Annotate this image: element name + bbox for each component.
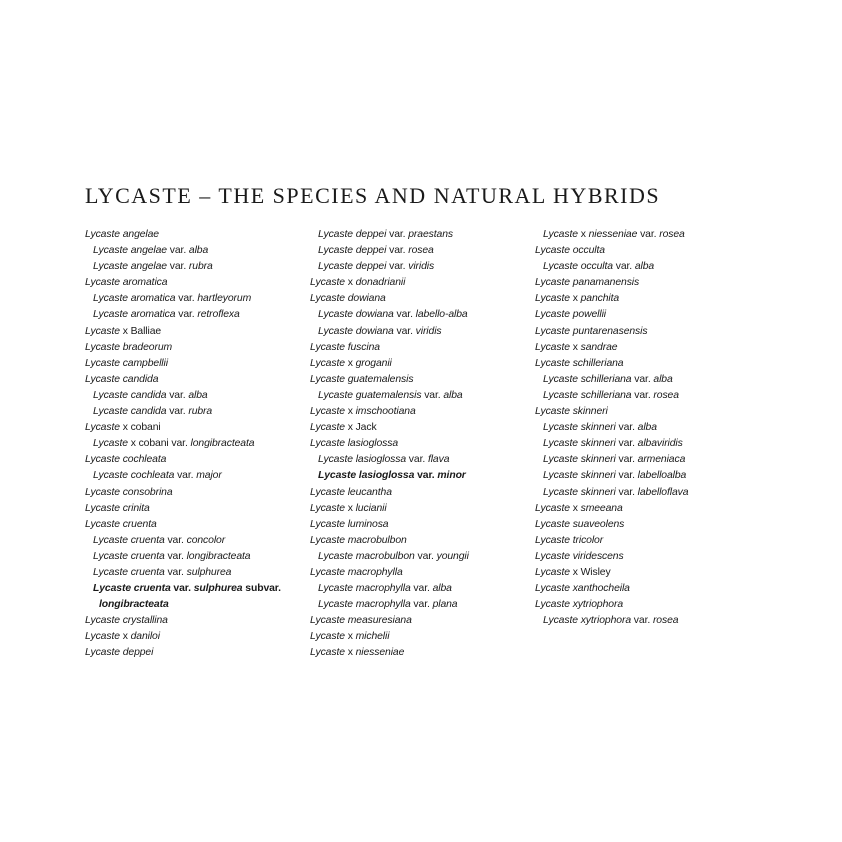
species-variety-entry [85,549,305,565]
entry-italic-text: smeeana [580,502,623,514]
entry-italic-text: niesseniae [588,229,638,240]
entry-italic-text: groganii [355,357,392,369]
entry-italic-text: Lycaste puntarenasensis [535,325,648,337]
entry-text: var. [167,261,189,273]
entry-text: x Balliae [119,325,162,337]
entry-italic-text: labelloflava [637,486,689,498]
entry-italic-text: major [196,470,222,482]
entry-text: x cobani [119,422,161,434]
entry-text: var. [410,599,433,611]
species-variety-entry [310,549,530,565]
entry-text: x [119,631,131,643]
species-variety-entry [310,452,530,468]
entry-text: var. [410,583,433,595]
species-entry [535,597,755,613]
entry-text: var. [164,550,187,562]
entry-italic-text: Lycaste macrophylla [318,599,411,611]
entry-italic-text: Lycaste [310,277,345,289]
species-variety-entry [535,372,755,388]
entry-italic-text: lucianii [355,502,387,514]
entry-italic-text: Lycaste angelae [85,229,159,240]
species-variety-entry [85,404,305,420]
entry-italic-text: viridis [415,325,442,337]
entry-italic-text: Lycaste skinneri [535,406,608,418]
entry-italic-text: viridis [408,261,435,273]
species-entry [535,291,755,307]
entry-text: x Wisley [569,566,611,578]
entry-italic-text: Lycaste crinita [85,502,150,514]
entry-italic-text: Lycaste deppei [318,261,387,273]
species-column-1 [85,227,305,662]
species-entry [535,307,755,323]
species-entry [535,243,755,259]
entry-italic-text: Lycaste schilleriana [543,373,632,385]
entry-italic-text: longibracteata [190,438,255,450]
entry-italic-text: Lycaste skinneri [543,470,616,482]
entry-italic-text: Lycaste deppei [318,229,387,240]
entry-italic-text: rosea [408,245,434,257]
species-entry [535,565,755,581]
entry-text: x [344,277,356,289]
entry-italic-text: Lycaste measuresiana [310,615,412,627]
entry-text: var. [386,261,409,273]
species-entry [85,372,305,388]
entry-italic-text: Lycaste deppei [85,647,154,659]
species-entry [535,581,755,597]
entry-text: var. [414,550,437,562]
entry-italic-text: Lycaste dowiana [318,325,394,337]
entry-italic-text: Lycaste skinneri [543,422,616,434]
entry-text: var. [421,389,444,401]
entry-italic-text: Lycaste aromatica [85,277,168,289]
entry-italic-text: Lycaste deppei [318,245,387,257]
entry-text: var. [393,325,416,337]
entry-italic-text: hartleyorum [197,293,252,305]
entry-text: x [344,357,356,369]
entry-text: x [569,293,581,305]
species-entry [535,275,755,291]
species-entry [85,645,305,661]
entry-italic-text: rosea [652,615,679,627]
entry-text: var. [166,406,189,418]
entry-italic-text: Lycaste bradeorum [85,341,173,353]
entry-text: var. [167,245,189,257]
entry-text: var. [175,309,198,321]
entry-italic-text: daniloi [130,631,160,643]
species-entry [310,356,530,372]
entry-italic-text: retroflexa [197,309,240,321]
species-entry [310,565,530,581]
entry-italic-text: Lycaste macrophylla [310,566,403,578]
entry-italic-text: Lycaste guatemalensis [318,389,422,401]
species-entry [85,613,305,629]
species-variety-entry [85,259,305,275]
entry-italic-text: Lycaste [535,566,570,578]
entry-italic-text: concolor [186,534,226,546]
entry-italic-text: alba [637,422,657,434]
species-column-3 [535,227,755,629]
species-variety-entry [85,307,305,323]
entry-text: x [344,631,356,643]
entry-italic-text: alba [653,373,673,385]
species-variety-entry [310,468,530,484]
entry-italic-text: Lycaste [310,631,345,643]
entry-italic-text: Lycaste [535,502,570,514]
entry-text: x [569,502,581,514]
species-entry [85,275,305,291]
species-entry [535,501,755,517]
entry-italic-text: plana [432,599,458,611]
entry-italic-text: Lycaste macrophylla [318,583,411,595]
entry-italic-text: Lycaste skinneri [543,454,616,466]
entry-italic-text: Lycaste macrobulbon [318,550,415,562]
species-variety-entry [85,581,305,597]
entry-italic-text: Lycaste consobrina [85,486,173,498]
entry-text: x [344,502,356,514]
species-variety-entry [85,565,305,581]
species-entry [310,629,530,645]
entry-italic-text: Lycaste cruenta [85,518,157,530]
entry-text: x [344,647,356,659]
entry-italic-text: longibracteata [186,550,251,562]
entry-italic-text: panchita [580,293,620,305]
species-variety-entry [535,468,755,484]
species-variety-entry [85,243,305,259]
species-variety-entry [310,581,530,597]
species-entry [85,340,305,356]
species-entry [310,420,530,436]
species-variety-entry [535,227,755,243]
species-variety-entry [310,388,530,404]
entry-text: var. [164,566,187,578]
entry-italic-text: Lycaste [310,502,345,514]
entry-italic-text: rosea [653,389,679,401]
entry-text: var. [615,470,638,482]
entry-text: var. [637,229,660,240]
entry-text: var. [406,454,428,466]
species-entry [310,501,530,517]
entry-italic-text: flava [427,454,450,466]
entry-italic-text: niesseniae [355,647,405,659]
species-entry [85,501,305,517]
entry-text: x cobani [127,438,169,450]
entry-text: var. [393,309,416,321]
entry-italic-text: imschootiana [355,406,416,418]
species-entry [310,291,530,307]
entry-italic-text: Lycaste [85,325,120,337]
entry-italic-text: Lycaste cruenta [93,534,165,546]
entry-text: var. [166,389,189,401]
entry-italic-text: Lycaste [85,631,120,643]
entry-italic-text: Lycaste angelae [93,245,167,257]
entry-italic-text: albaviridis [637,438,683,450]
species-entry [310,645,530,661]
species-entry [85,420,305,436]
species-variety-entry [310,243,530,259]
entry-italic-text: Lycaste candida [93,406,167,418]
entry-text: var. [170,583,194,595]
species-variety-entry [310,227,530,243]
species-variety-entry [85,468,305,484]
entry-italic-text: Lycaste cochleata [85,454,167,466]
entry-italic-text: sulphurea [186,566,232,578]
species-variety-entry [535,436,755,452]
species-entry [310,613,530,629]
species-entry [535,517,755,533]
entry-italic-text: Lycaste cochleata [93,470,175,482]
entry-italic-text: Lycaste lasioglossa [310,438,399,450]
entry-italic-text: sandrae [580,341,618,353]
entry-italic-text: Lycaste [93,438,128,450]
entry-italic-text: alba [634,261,655,273]
species-entry [535,533,755,549]
entry-italic-text: Lycaste suaveolens [535,518,625,530]
entry-italic-text: Lycaste dowiana [318,309,394,321]
species-entry [310,275,530,291]
entry-text: var. [631,373,654,385]
entry-italic-text: Lycaste [535,341,570,353]
entry-italic-text: labelloalba [637,470,687,482]
entry-italic-text: Lycaste aromatica [93,309,176,321]
species-entry [535,549,755,565]
entry-text: x [577,229,589,240]
entry-italic-text: Lycaste skinneri [543,486,616,498]
entry-italic-text: Lycaste cruenta [93,550,165,562]
species-variety-entry [85,533,305,549]
entry-text: x Jack [344,422,377,434]
entry-italic-text: alba [432,583,452,595]
species-entry [310,533,530,549]
entry-text: var. [615,438,638,450]
species-column-2 [310,227,530,662]
entry-italic-text: Lycaste occulta [543,261,613,273]
species-entry [85,485,305,501]
species-entry [310,340,530,356]
species-variety-entry [535,259,755,275]
entry-italic-text: Lycaste campbellii [85,357,168,369]
species-entry [85,356,305,372]
entry-italic-text: Lycaste viridescens [535,550,624,562]
entry-italic-text: Lycaste [310,647,345,659]
entry-italic-text: alba [188,389,208,401]
entry-italic-text: michelii [355,631,390,643]
species-entry [85,517,305,533]
entry-text: var. [631,389,654,401]
entry-italic-text: Lycaste [310,357,345,369]
entry-italic-text: praestans [408,229,453,240]
entry-text: var. [174,470,197,482]
species-variety-entry [535,388,755,404]
entry-italic-text: Lycaste tricolor [535,534,604,546]
species-entry [310,372,530,388]
species-variety-entry [85,388,305,404]
entry-italic-text: Lycaste crystallina [85,615,168,627]
species-entry [85,452,305,468]
entry-italic-text: armeniaca [637,454,686,466]
entry-italic-text: labello-alba [415,309,468,321]
entry-italic-text: Lycaste panamanensis [535,277,640,289]
entry-italic-text: youngii [436,550,469,562]
species-variety-entry [535,420,755,436]
entry-italic-text: Lycaste [310,422,345,434]
entry-text: x [569,341,581,353]
species-variety-entry [310,597,530,613]
entry-text: var. [612,261,635,273]
species-variety-entry [310,259,530,275]
entry-italic-text: Lycaste leucantha [310,486,392,498]
entry-text: var. [615,422,638,434]
entry-italic-text: longibracteata [99,599,169,611]
entry-text: var. [386,245,409,257]
entry-italic-text: Lycaste [543,229,578,240]
entry-italic-text: Lycaste lasioglossa [318,454,407,466]
entry-italic-text: Lycaste xanthocheila [535,583,630,595]
species-entry [535,340,755,356]
entry-italic-text: Lycaste lasioglossa [318,470,415,482]
entry-italic-text: Lycaste candida [85,373,159,385]
entry-italic-text: Lycaste cruenta [93,583,171,595]
page-title: LYCASTE – THE SPECIES AND NATURAL HYBRIDS [85,183,661,208]
entry-italic-text: Lycaste macrobulbon [310,534,407,546]
entry-italic-text: Lycaste occulta [535,245,605,257]
species-entry [310,436,530,452]
entry-italic-text: Lycaste schilleriana [543,389,632,401]
entry-text: var. [164,534,187,546]
species-entry [535,356,755,372]
species-entry [535,324,755,340]
species-variety-entry [535,613,755,629]
entry-text: var. [615,486,638,498]
entry-italic-text: Lycaste aromatica [93,293,176,305]
entry-italic-text: Lycaste cruenta [93,566,165,578]
entry-italic-text: donadrianii [355,277,406,289]
entry-text: var. [175,293,198,305]
entry-text: var. [386,229,409,240]
entry-text: var. [631,615,653,627]
species-variety-entry [535,452,755,468]
entry-italic-text: Lycaste angelae [93,261,167,273]
species-variety-entry [310,307,530,323]
entry-italic-text: Lycaste skinneri [543,438,616,450]
entry-text: var. [168,438,191,450]
species-variety-entry [85,291,305,307]
species-entry [310,404,530,420]
entry-italic-text: rosea [659,229,685,240]
entry-italic-text: rubra [188,406,213,418]
entry-italic-text: alba [188,245,209,257]
entry-italic-text: Lycaste luminosa [310,518,389,530]
species-entry [85,324,305,340]
entry-italic-text: Lycaste xytriophora [535,599,624,611]
species-variety-entry [535,485,755,501]
species-entry [310,517,530,533]
species-variety-entry [85,436,305,452]
entry-text: subvar. [242,583,281,595]
entry-text: var. [615,454,638,466]
species-entry [85,629,305,645]
entry-italic-text: alba [443,389,463,401]
species-entry [310,485,530,501]
entry-italic-text: Lycaste xytriophora [543,615,632,627]
entry-text: x [344,406,356,418]
entry-italic-text: minor [437,470,466,482]
entry-text: var. [414,470,438,482]
species-variety-entry [310,324,530,340]
entry-italic-text: Lycaste schilleriana [535,357,624,369]
entry-italic-text: Lycaste powellii [535,309,606,321]
entry-italic-text: sulphurea [193,583,243,595]
entry-italic-text: Lycaste guatemalensis [310,373,414,385]
entry-italic-text: rubra [188,261,213,273]
entry-italic-text: Lycaste fuscina [310,341,380,353]
entry-italic-text: Lycaste [310,406,345,418]
species-entry [535,404,755,420]
entry-italic-text: Lycaste dowiana [310,293,386,305]
species-entry-continuation [85,597,305,613]
entry-italic-text: Lycaste [85,422,120,434]
entry-italic-text: Lycaste candida [93,389,167,401]
species-entry [85,227,305,243]
entry-italic-text: Lycaste [535,293,570,305]
